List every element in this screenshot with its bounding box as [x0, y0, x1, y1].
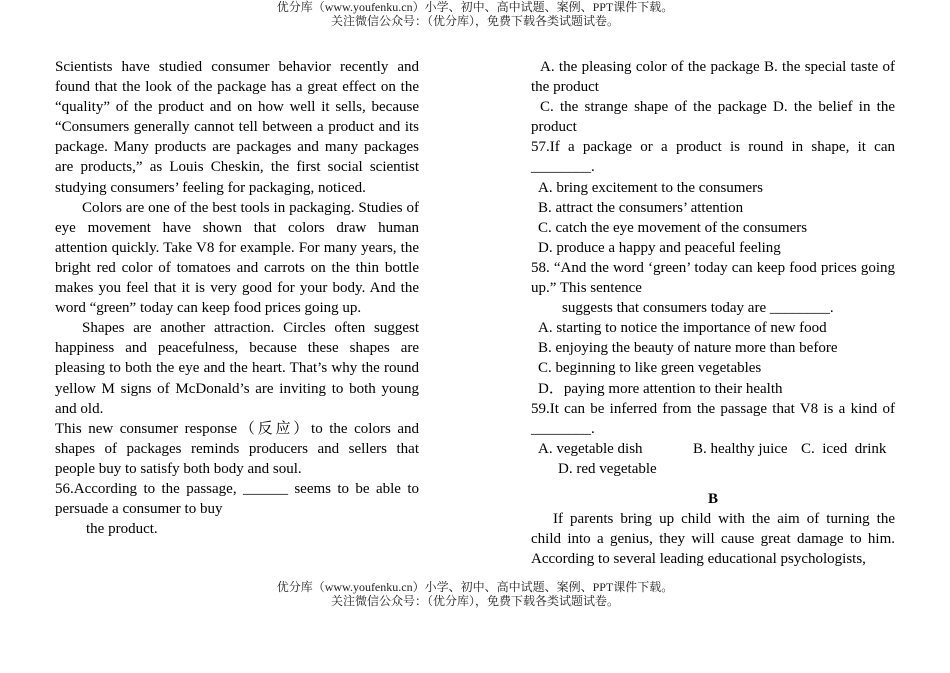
- question-58-continued: suggests that consumers today are ________.: [562, 300, 834, 317]
- question-59: 59.It can be inferred from the passage that V8 is a kind of ________.: [531, 400, 895, 437]
- footer-line-2: 关注微信公众号：（优分库），免费下载各类试题试卷。: [330, 594, 619, 608]
- footer-line-1: 优分库（www.youfenku.cn）小学、初中、高中试题、案例、PPT课件下载。: [276, 580, 674, 594]
- right-column: [531, 57, 895, 569]
- question-58-option-a: A. starting to notice the importance of new food: [538, 320, 827, 337]
- passage-b-paragraph: If parents bring up child with the aim of turning the child into a genius, they will cause great damage to him. According to several leading educational psychologists,: [531, 511, 895, 568]
- question-59-options-row: [531, 439, 895, 459]
- question-56-continued: the product.: [86, 521, 158, 538]
- passage-paragraph-1: Scientists have studied consumer behavior recently and found that the look of the package has a great effect on the “quality” of the product and on how well it sells, because “Consumers generally cannot tell between a product and its package. Many products are packages and many packages are products,” as Louis Cheskin, the first social scientist studying consumers’ feeling for packaging, noticed.: [55, 59, 419, 196]
- question-58-option-c: C. beginning to like green vegetables: [538, 360, 762, 377]
- question-58-option-b: B. enjoying the beauty of nature more than before: [538, 340, 838, 357]
- question-58: 58. “And the word ‘green’ today can keep food prices going up.” This sentence: [531, 259, 895, 297]
- header-line-1: 优分库（www.youfenku.cn）小学、初中、高中试题、案例、PPT课件下载。: [276, 0, 674, 14]
- question-56: 56.According to the passage, ______ seems to be able to persuade a consumer to buy: [55, 480, 419, 518]
- question-58-option-d: D．paying more attention to their health: [538, 380, 783, 397]
- page-footer: [0, 580, 950, 608]
- passage-paragraph-3: Shapes are another attraction. Circles often suggest happiness and peacefulness, because these shapes are pleasing to both the eye and the heart. That’s why the round yellow M signs of McDonald’s are inviting to both young and old.: [55, 320, 419, 417]
- question-57: 57.If a package or a product is round in shape, it can ________.: [531, 139, 895, 176]
- question-56-options-ab: A. the pleasing color of the package B. the special taste of the product: [531, 59, 895, 96]
- question-57-option-c: C. catch the eye movement of the consumers: [538, 219, 808, 236]
- left-column: [55, 57, 419, 539]
- question-59-option-c: C. iced drink: [801, 440, 887, 457]
- question-59-option-a: A. vegetable dish: [538, 440, 643, 457]
- question-57-option-a: A. bring excitement to the consumers: [538, 179, 763, 196]
- question-59-option-b: B. healthy juice: [693, 440, 788, 457]
- question-59-option-d: D. red vegetable: [558, 460, 657, 477]
- question-56-options-cd: C. the strange shape of the package D. the belief in the product: [531, 99, 895, 136]
- passage-paragraph-4: This new consumer response（反应）to the colors and shapes of packages reminds producers and sellers that people buy to satisfy both body and soul.: [55, 420, 419, 477]
- question-57-option-d: D. produce a happy and peaceful feeling: [538, 239, 781, 256]
- section-b-heading: B: [707, 490, 718, 507]
- header-line-2: 关注微信公众号：（优分库），免费下载各类试题试卷。: [330, 14, 619, 28]
- passage-paragraph-2: Colors are one of the best tools in packaging. Studies of eye movement have shown that colors draw human attention quickly. Take V8 for example. For many years, the bright red color of tomatoes and carrots on the thin bottle makes you feel that it is very good for your body. And the word “green” today can keep food prices going up.: [55, 199, 419, 317]
- page-header: [0, 0, 950, 28]
- question-57-option-b: B. attract the consumers’ attention: [538, 199, 744, 216]
